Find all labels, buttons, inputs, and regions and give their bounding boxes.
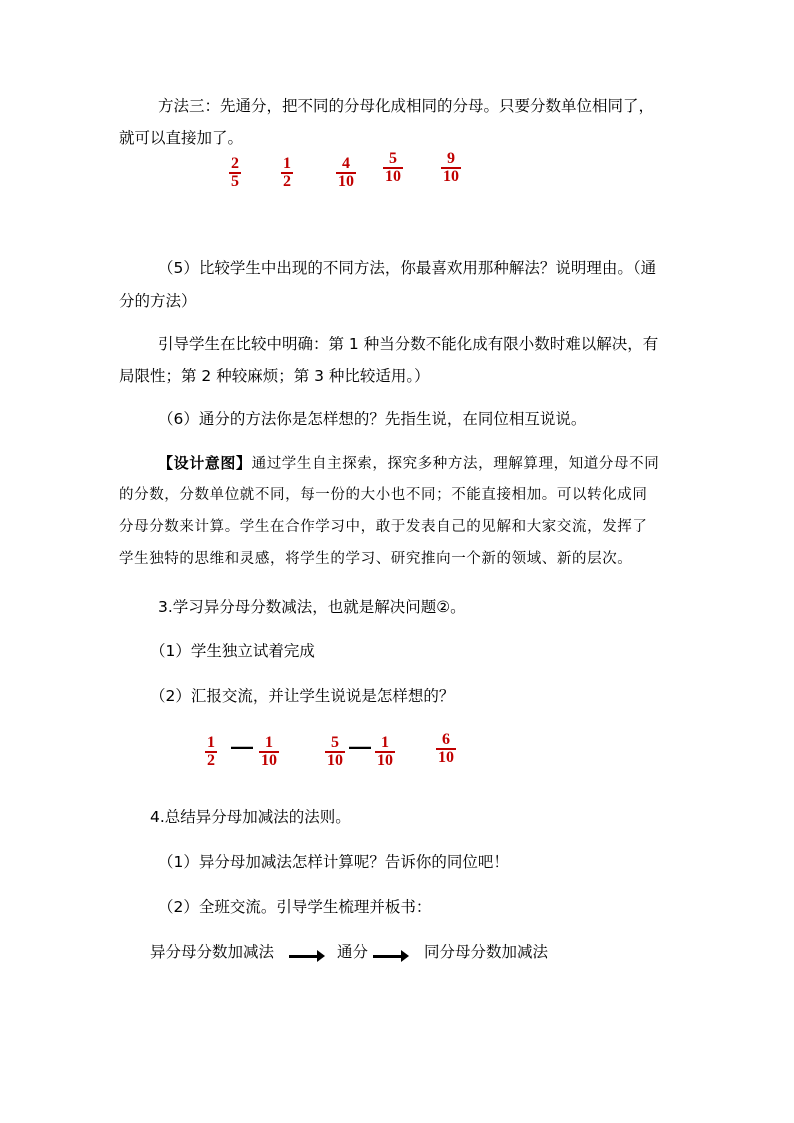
numerator: 1 xyxy=(381,734,389,751)
numerator: 4 xyxy=(342,155,350,172)
numerator: 5 xyxy=(389,150,397,167)
section-3-item-1: （1）学生独立试着完成 xyxy=(150,642,315,660)
flow-step-3: 同分母分数加减法 xyxy=(424,943,549,961)
section-4-heading: 4.总结异分母加减法的法则。 xyxy=(150,808,351,826)
design-intent-label: 【设计意图】 xyxy=(158,454,252,472)
method3-line2: 就可以直接加了。 xyxy=(119,129,244,147)
fraction-3 xyxy=(336,156,356,190)
numerator: 2 xyxy=(231,155,239,172)
denominator: 10 xyxy=(443,168,459,185)
arrow-right-icon xyxy=(289,955,319,958)
design-intent-line4: 学生独特的思维和灵感，将学生的学习、研究推向一个新的领域、新的层次。 xyxy=(119,551,633,567)
numerator: 1 xyxy=(207,734,215,751)
design-intent-text: 通过学生自主探索，探究多种方法，理解算理，知道分母不同 xyxy=(251,456,660,472)
flow-step-1: 异分母分数加减法 xyxy=(150,943,275,961)
numerator: 6 xyxy=(442,731,450,748)
section-4-item-2: （2）全班交流。引导学生梳理并板书： xyxy=(158,898,432,916)
design-intent-line3: 分母分数来计算。学生在合作学习中，敢于发表自己的见解和大家交流，发挥了 xyxy=(119,519,648,535)
section-3-item-2: （2）汇报交流，并让学生说说是怎样想的？ xyxy=(150,687,455,705)
sub-fraction-1 xyxy=(205,735,217,769)
arrow-right-icon xyxy=(373,955,403,958)
item6: （6）通分的方法你是怎样想的？先指生说，在同位相互说说。 xyxy=(158,410,587,428)
item5-line1: （5）比较学生中出现的不同方法，你最喜欢用那种解法？说明理由。（通 xyxy=(158,259,657,277)
denominator: 2 xyxy=(283,173,291,190)
denominator: 10 xyxy=(377,752,393,769)
minus-sign: — xyxy=(349,734,371,759)
denominator: 10 xyxy=(438,749,454,766)
sub-fraction-2 xyxy=(259,735,279,769)
fraction-4 xyxy=(383,151,403,185)
sub-fraction-4 xyxy=(375,735,395,769)
numerator: 9 xyxy=(447,150,455,167)
section-3-heading: 3.学习异分母分数减法，也就是解决问题②。 xyxy=(158,598,466,616)
sub-fraction-5 xyxy=(436,732,456,766)
guide-line2: 局限性；第 2 种较麻烦；第 3 种比较适用。） xyxy=(119,367,430,385)
denominator: 10 xyxy=(261,752,277,769)
guide-line1: 引导学生在比较中明确：第 1 种当分数不能化成有限小数时难以解决，有 xyxy=(158,335,659,353)
fraction-2 xyxy=(281,156,293,190)
sub-fraction-3 xyxy=(325,735,345,769)
denominator: 10 xyxy=(338,173,354,190)
denominator: 10 xyxy=(385,168,401,185)
numerator: 5 xyxy=(331,734,339,751)
fraction-5 xyxy=(441,151,461,185)
denominator: 5 xyxy=(231,173,239,190)
denominator: 10 xyxy=(327,752,343,769)
method3-line1: 方法三：先通分，把不同的分母化成相同的分母。只要分数单位相同了， xyxy=(158,97,655,115)
item5-line2: 分的方法） xyxy=(119,292,197,310)
numerator: 1 xyxy=(265,734,273,751)
denominator: 2 xyxy=(207,752,215,769)
minus-sign: — xyxy=(231,734,253,759)
design-intent-line1 xyxy=(158,453,659,474)
flow-step-2: 通分 xyxy=(337,943,369,961)
section-4-item-1: （1）异分母加减法怎样计算呢？告诉你的同位吧！ xyxy=(158,853,509,871)
fraction-1 xyxy=(229,156,241,190)
design-intent-line2: 的分数，分数单位就不同，每一份的大小也不同；不能直接相加。可以转化成同 xyxy=(119,487,648,503)
numerator: 1 xyxy=(283,155,291,172)
